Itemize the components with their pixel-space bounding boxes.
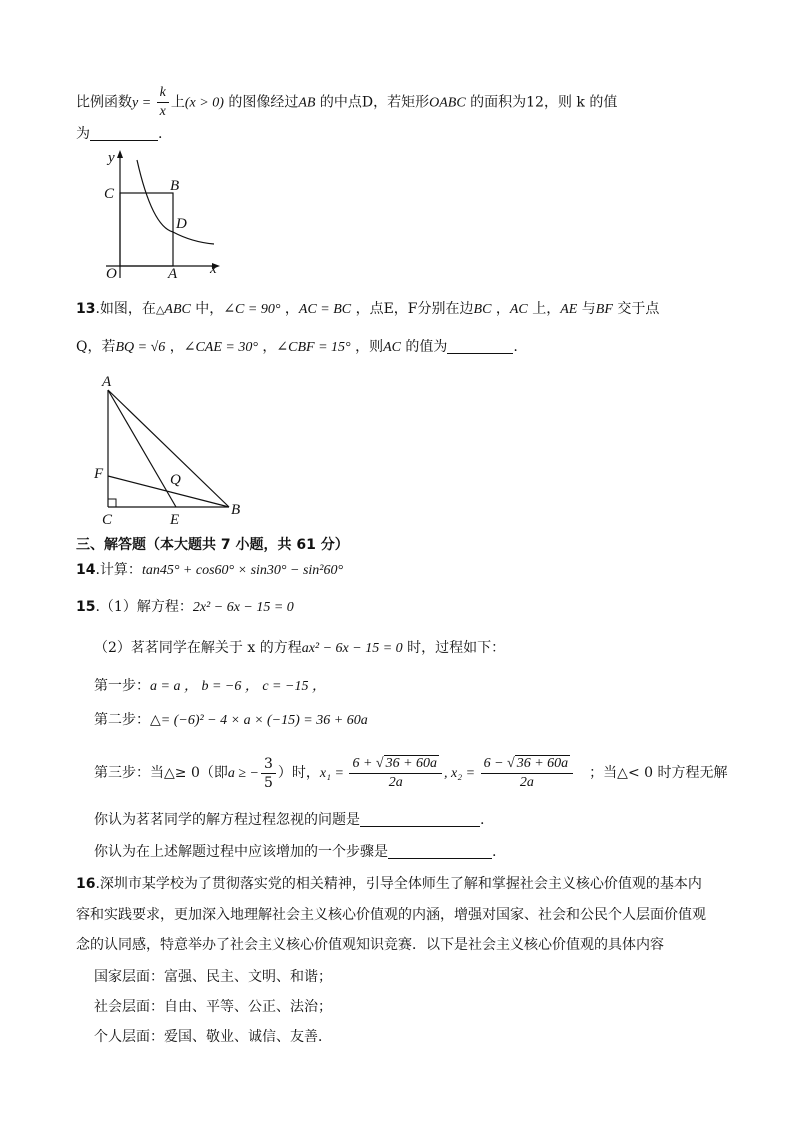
label-a: A [102, 374, 112, 390]
label-e: E [170, 512, 180, 528]
q12-text-mid3: 的面积为12，则 k 的值 [465, 94, 618, 111]
ask2-period: . [492, 844, 497, 860]
step3-cond: a ≥ − [227, 766, 259, 781]
q13-ae: AE [560, 302, 578, 317]
q12-on: 上 [170, 94, 185, 111]
q13-answer-blank[interactable] [447, 339, 513, 354]
q13-period: . [513, 339, 518, 355]
q16-line2: 容和实践要求，更加深入地理解社会主义核心价值观的内涵，增强对国家、社会和公民个人层面价值观 [76, 907, 706, 923]
ask1-text: 你认为茗茗同学的解方程过程忽视的问题是 [94, 812, 360, 828]
step3-fraction [261, 755, 276, 792]
label-o: O [106, 266, 117, 282]
q12-ab: AB [298, 95, 316, 111]
step3-when: ）时， [277, 765, 320, 781]
q13-bc: BC [473, 302, 492, 317]
label-b: B [170, 178, 180, 194]
q13-abc: ABC [164, 302, 191, 317]
q12-func: y = [132, 95, 155, 111]
segment-bf [108, 476, 229, 507]
section-3-heading: 三、解答题（本大题共 7 小题，共 61 分） [76, 537, 349, 553]
q12-text-wei: 为 [76, 126, 90, 142]
q13-ac: AC [509, 302, 528, 317]
q15-part1: .（1）解方程： [95, 599, 193, 615]
q15-line1 [76, 597, 294, 618]
q12-text-pre: 比例函数 [76, 94, 132, 111]
label-q: Q [170, 472, 181, 488]
q15-equation2: ax² − 6x − 15 = 0 [301, 641, 403, 656]
label-d: D [176, 216, 187, 232]
q13-angle-cbf: ∠CBF = 15° [276, 340, 351, 355]
q16-national: 国家层面：富强、民主、文明、和谐； [94, 969, 332, 985]
label-b: B [231, 502, 241, 518]
segment-ae [108, 390, 176, 507]
q13-figure [92, 372, 252, 532]
q12-answer-blank[interactable] [90, 126, 158, 141]
q16-text-l1: .深圳市某学校为了贯彻落实党的相关精神，引导全体师生了解和掌握社会主义核心价值观的基本内 [95, 876, 702, 892]
q13-line2: Q，若BQ = √6 ，∠CAE = 30° ，∠CBF = 15° ，则AC 的值为 . [76, 339, 518, 355]
q15-line2 [94, 638, 505, 659]
q12-figure [96, 148, 226, 283]
q12-oabc: OABC [429, 95, 466, 111]
ask2-answer-blank[interactable] [388, 844, 492, 859]
q13-with: 与 [577, 301, 596, 317]
step1-label: 第一步： [94, 678, 150, 694]
step3-else: ；当△< 0 时方程无解 [589, 765, 728, 781]
label-c: C [102, 512, 113, 528]
q12-frac-den: x [159, 104, 166, 119]
q12-line1 [76, 84, 618, 119]
q12-frac-num: k [157, 84, 169, 103]
q13-angle-cae: ∠CAE = 30° [183, 340, 258, 355]
q15-part2-tail: 时，过程如下： [402, 640, 506, 656]
q14-expression: tan45° + cos60° × sin30° − sin²60° [141, 563, 344, 578]
q13-comma: ， [280, 301, 299, 317]
q13-ask: 的值为 [400, 339, 448, 355]
ask2-text: 你认为在上述解题过程中应该增加的一个步骤是 [94, 844, 388, 860]
label-c: C [104, 186, 115, 202]
q15-step2 [94, 710, 368, 731]
frac-3: 3 [261, 755, 276, 774]
q15-step3 [94, 750, 727, 796]
q15-step1 [94, 676, 326, 697]
q13-bf: BF [595, 302, 613, 317]
x1-label: x₁ = [319, 766, 348, 781]
ask1-period: . [480, 812, 485, 828]
q12-condition: (x > 0) [184, 95, 224, 111]
q13-ac-ask: AC [383, 340, 401, 355]
step2-content: △= (−6)² − 4 × a × (−15) = 36 + 60a [150, 713, 368, 728]
x2-radicand: 36 + 60a [516, 755, 569, 771]
ask1-answer-blank[interactable] [360, 812, 480, 827]
q15-number: 15 [76, 599, 96, 615]
x2-num-prefix: 6 − [483, 755, 508, 771]
q13-text-b: 中， [190, 301, 224, 317]
q15-equation1: 2x² − 6x − 15 = 0 [192, 600, 294, 615]
q16-line3: 念的认同感，特意举办了社会主义核心价值观知识竞赛．以下是社会主义核心价值观的具体内容 [76, 937, 664, 953]
q13-number: 13 [76, 301, 96, 317]
rectangle-oabc [120, 193, 173, 266]
q13-ac-eq-bc: AC = BC [298, 302, 352, 317]
x2-label: , x₂ = [444, 766, 479, 781]
q13-text-a: .如图，在 [95, 301, 156, 317]
q13-angle-c: ∠C = 90° [223, 302, 281, 317]
frac-5: 5 [264, 774, 273, 791]
side-ab [108, 390, 229, 507]
label-a: A [168, 266, 178, 282]
q13-then: ，则 [350, 339, 384, 355]
q16-personal: 个人层面：爱国、敬业、诚信、友善． [94, 1029, 332, 1045]
x1-radicand: 36 + 60a [385, 755, 438, 771]
q13-on: 上， [527, 301, 561, 317]
x2-fraction: $\frac{6 - √ 36 + 60a}{2a}$ [481, 755, 574, 792]
x1-fraction: $\frac{6 + √ 36 + 60a}{2a}$ [349, 755, 442, 792]
q15-part2: （2）茗茗同学在解关于 x 的方程 [94, 640, 302, 656]
label-y: y [108, 150, 115, 166]
q16-line1 [76, 874, 702, 894]
q12-fraction [157, 84, 169, 121]
right-angle-mark-icon [108, 499, 116, 507]
q15-ask2 [94, 842, 496, 862]
q12-line2 [76, 124, 162, 144]
q13-bq: BQ = √6 [115, 340, 166, 355]
step1-content: a = a ， b = −6 ， c = −15 ， [150, 679, 326, 694]
step3-label: 第三步：当△≥ 0（即 [94, 765, 228, 781]
y-axis-arrow-icon [117, 150, 123, 158]
triangle-symbol: △ [155, 303, 165, 316]
q13-text-c: ，点E，F分别在边 [351, 301, 474, 317]
step2-label: 第二步： [94, 712, 150, 728]
q13-line1: 13.如图，在△ABC 中，∠C = 90° ，AC = BC ，点E，F分别在边BC ，AC 上，AE 与BF 交于点 [76, 301, 660, 317]
q15-ask1 [94, 810, 484, 830]
x1-num-prefix: 6 + [352, 755, 376, 771]
label-x: x [210, 261, 217, 277]
q12-period: . [158, 126, 163, 142]
x1-den: 2a [388, 774, 403, 790]
q13-text-l2: Q，若 [76, 339, 116, 355]
q14-text: .计算： [95, 562, 142, 578]
q14-number: 14 [76, 562, 96, 578]
q14-line [76, 560, 343, 581]
q16-social: 社会层面：自由、平等、公正、法治； [94, 999, 332, 1015]
q13-meet: 交于点 [612, 301, 660, 317]
q12-text-mid2: 的中点D，若矩形 [315, 94, 430, 111]
q16-number: 16 [76, 876, 96, 892]
x2-den: 2a [519, 774, 534, 790]
label-f: F [94, 466, 104, 482]
q12-text-mid: 的图像经过 [223, 94, 299, 111]
